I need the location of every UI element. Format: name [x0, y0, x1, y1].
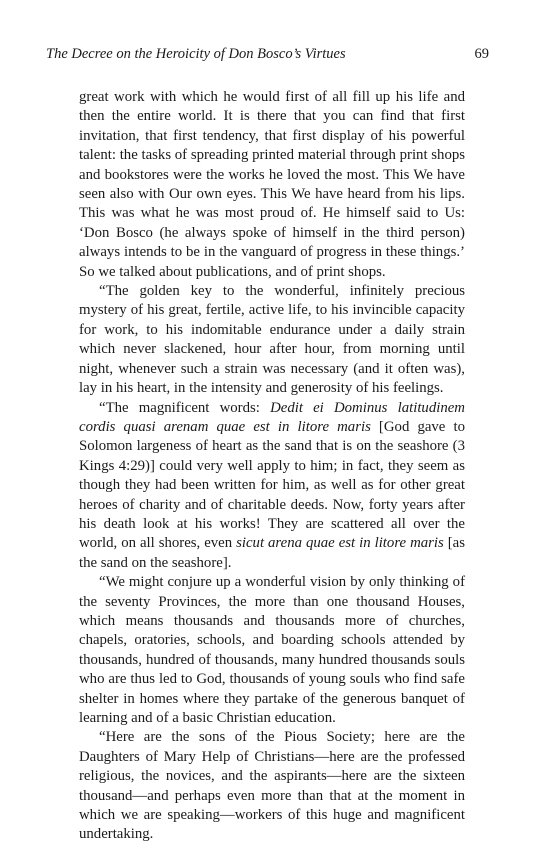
paragraph-3-text: [God gave to Solomon largeness of heart as the sand that is on the seashore (3 Kings 4:29)] could very well apply to him; in fact, they seem as though they had been written for him, as well as for other great heroes of charity and of charitable deeds. Now, forty years after his death look at his works! They are scattered all over the world, on all shores, even [79, 418, 465, 552]
latin-quote: Dedit ei Dominus latitudinem cordis quasi arenam quae est in litore maris [79, 399, 465, 435]
paragraph-4: “We might conjure up a wonderful vision by only thinking of the seventy Provinces, the more than one thousand Houses, which means thousands and thousands more of churches, chapels, oratories, schools, and boarding schools attended by thousands, hundred of thousands, many hundred thousands souls who are thus led to God, thousands of young souls who find safe shelter in homes where they partake of the generous banquet of learning and of a basic Christian education. [79, 574, 465, 726]
paragraph-1: great work with which he would first of all fill up his life and then the entire world. It is there that you can find that first invitation, that first tendency, that first display of his powerful talent: the tasks of spreading printed material through print shops and bookstores were the works he loved the most. This We have seen also with Our own eyes. This We have heard from his lips. This was what he was most proud of. He himself said to Us: ‘Don Bosco (he always spoke of himself in the third person) always intends to be in the vanguard of progress in these things.’ So we talked about publications, and of print shops. [79, 89, 465, 280]
latin-quote: sicut arena quae est in litore maris [236, 535, 444, 552]
paragraph-3-text: “The magnificent words: [99, 399, 271, 416]
paragraph-5: “Here are the sons of the Pious Society; here are the Daughters of Mary Help of Christians—here are the professed religious, the novices, and the aspirants—here are the sixteen thousand—and perhaps even more than that at the moment in which we are speaking—workers of this huge and magnificent undertaking. [79, 729, 465, 843]
paragraph-3 [79, 399, 465, 574]
running-header [46, 46, 489, 63]
paragraph-3-text: [as the sand on the seashore]. [79, 535, 466, 571]
page-number: 69 [474, 46, 489, 62]
running-title: The Decree on the Heroicity of Don Bosco’s Virtues [46, 46, 346, 62]
body-text [79, 88, 465, 845]
paragraph-2: “The golden key to the wonderful, infinitely precious mystery of his great, fertile, active life, to his invincible capacity for work, to his indomitable endurance under a daily strain which never slackened, hour after hour, from morning until night, whenever such a strain was necessary (and it often was), lay in his heart, in the intensity and generosity of his feelings. [79, 283, 465, 397]
